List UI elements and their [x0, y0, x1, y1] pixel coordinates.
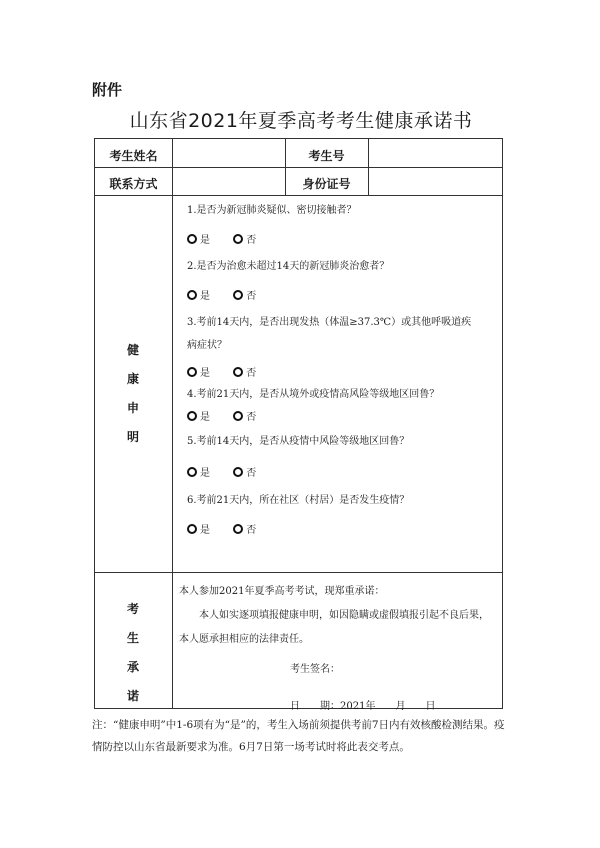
question-6: 6.考前21天内，所在社区（村居）是否发生疫情？	[187, 495, 410, 506]
pledge-line-2: 本人如实逐项填报健康申明，如因隐瞒或虚假填报引起不良后果，	[199, 610, 489, 621]
yes-label: 是	[200, 525, 210, 536]
radio-icon	[233, 411, 243, 421]
column-divider	[368, 139, 369, 195]
question-4: 4.考前21天内，是否从境外或疫情高风险等级地区回鲁？	[187, 389, 440, 400]
column-divider	[172, 139, 173, 708]
radio-icon	[233, 367, 243, 377]
no-radio[interactable]	[233, 287, 256, 302]
footnote: 注：“健康申明”中1-6项有为“是”的，考生入场前须提供考前7日内有效核酸检测结果。疫情防控以山东省最新要求为准。6月7日第一场考试时将此表交考点。	[92, 719, 505, 753]
radio-icon	[233, 524, 243, 534]
no-radio[interactable]	[233, 464, 256, 479]
yes-label: 是	[200, 291, 210, 302]
exam-number-label: 考生号	[308, 149, 345, 163]
question-2: 2.是否为治愈未超过14天的新冠肺炎治愈者？	[187, 261, 390, 272]
yes-radio[interactable]	[187, 287, 210, 302]
row-divider	[95, 572, 502, 573]
answer-options-6	[187, 521, 276, 537]
page-title: 山东省2021年夏季高考考生健康承诺书	[129, 110, 473, 132]
no-label: 否	[246, 235, 257, 246]
name-label: 考生姓名	[109, 149, 158, 163]
label-char: 康	[126, 372, 139, 386]
answer-options-3	[187, 364, 276, 380]
no-label: 否	[246, 468, 257, 479]
radio-icon	[187, 290, 197, 300]
yes-radio[interactable]	[187, 408, 210, 423]
no-label: 否	[246, 525, 257, 536]
no-radio[interactable]	[233, 364, 256, 379]
answer-options-2	[187, 287, 276, 303]
no-label: 否	[246, 412, 257, 423]
signature-label: 考生签名：	[290, 664, 340, 675]
pledge-line-1: 本人参加2021年夏季高考考试，现郑重承诺：	[179, 586, 385, 597]
label-char: 承	[126, 660, 139, 674]
label-char: 诺	[126, 689, 139, 703]
no-radio[interactable]	[233, 521, 256, 536]
date-label: 日 期：2021年 月 日	[290, 701, 436, 712]
label-char: 明	[126, 430, 139, 444]
answer-options-1	[187, 231, 276, 247]
answer-options-5	[187, 464, 276, 480]
row-divider	[95, 195, 502, 196]
yes-label: 是	[200, 368, 210, 379]
radio-icon	[233, 234, 243, 244]
radio-icon	[187, 411, 197, 421]
question-5: 5.考前14天内，是否从疫情中风险等级地区回鲁？	[187, 436, 410, 447]
radio-icon	[187, 524, 197, 534]
row-divider	[95, 167, 502, 168]
no-radio[interactable]	[233, 231, 256, 246]
yes-radio[interactable]	[187, 231, 210, 246]
yes-radio[interactable]	[187, 364, 210, 379]
label-char: 生	[126, 631, 139, 645]
yes-label: 是	[200, 235, 210, 246]
label-char: 申	[126, 401, 139, 415]
answer-options-4	[187, 408, 276, 424]
radio-icon	[187, 367, 197, 377]
yes-label: 是	[200, 412, 210, 423]
id-number-label: 身份证号	[302, 177, 351, 191]
yes-radio[interactable]	[187, 464, 210, 479]
radio-icon	[187, 467, 197, 477]
pledge-line-3: 本人愿承担相应的法律责任。	[179, 634, 309, 645]
health-pledge-form	[94, 138, 503, 712]
yes-radio[interactable]	[187, 521, 210, 536]
label-char: 考	[126, 602, 139, 616]
attachment-label: 附件	[92, 81, 123, 99]
radio-icon	[187, 234, 197, 244]
no-radio[interactable]	[233, 408, 256, 423]
yes-label: 是	[200, 468, 210, 479]
radio-icon	[233, 290, 243, 300]
no-label: 否	[246, 291, 257, 302]
label-char: 健	[126, 343, 139, 357]
health-declaration-label	[95, 336, 171, 452]
contact-label: 联系方式	[109, 177, 158, 191]
question-3: 3.考前14天内，是否出现发热（体温≥37.3℃）或其他呼吸道疾病症状？	[187, 317, 472, 351]
question-1: 1.是否为新冠肺炎疑似、密切接触者？	[187, 205, 357, 216]
radio-icon	[233, 467, 243, 477]
pledge-label	[95, 595, 171, 711]
no-label: 否	[246, 368, 257, 379]
